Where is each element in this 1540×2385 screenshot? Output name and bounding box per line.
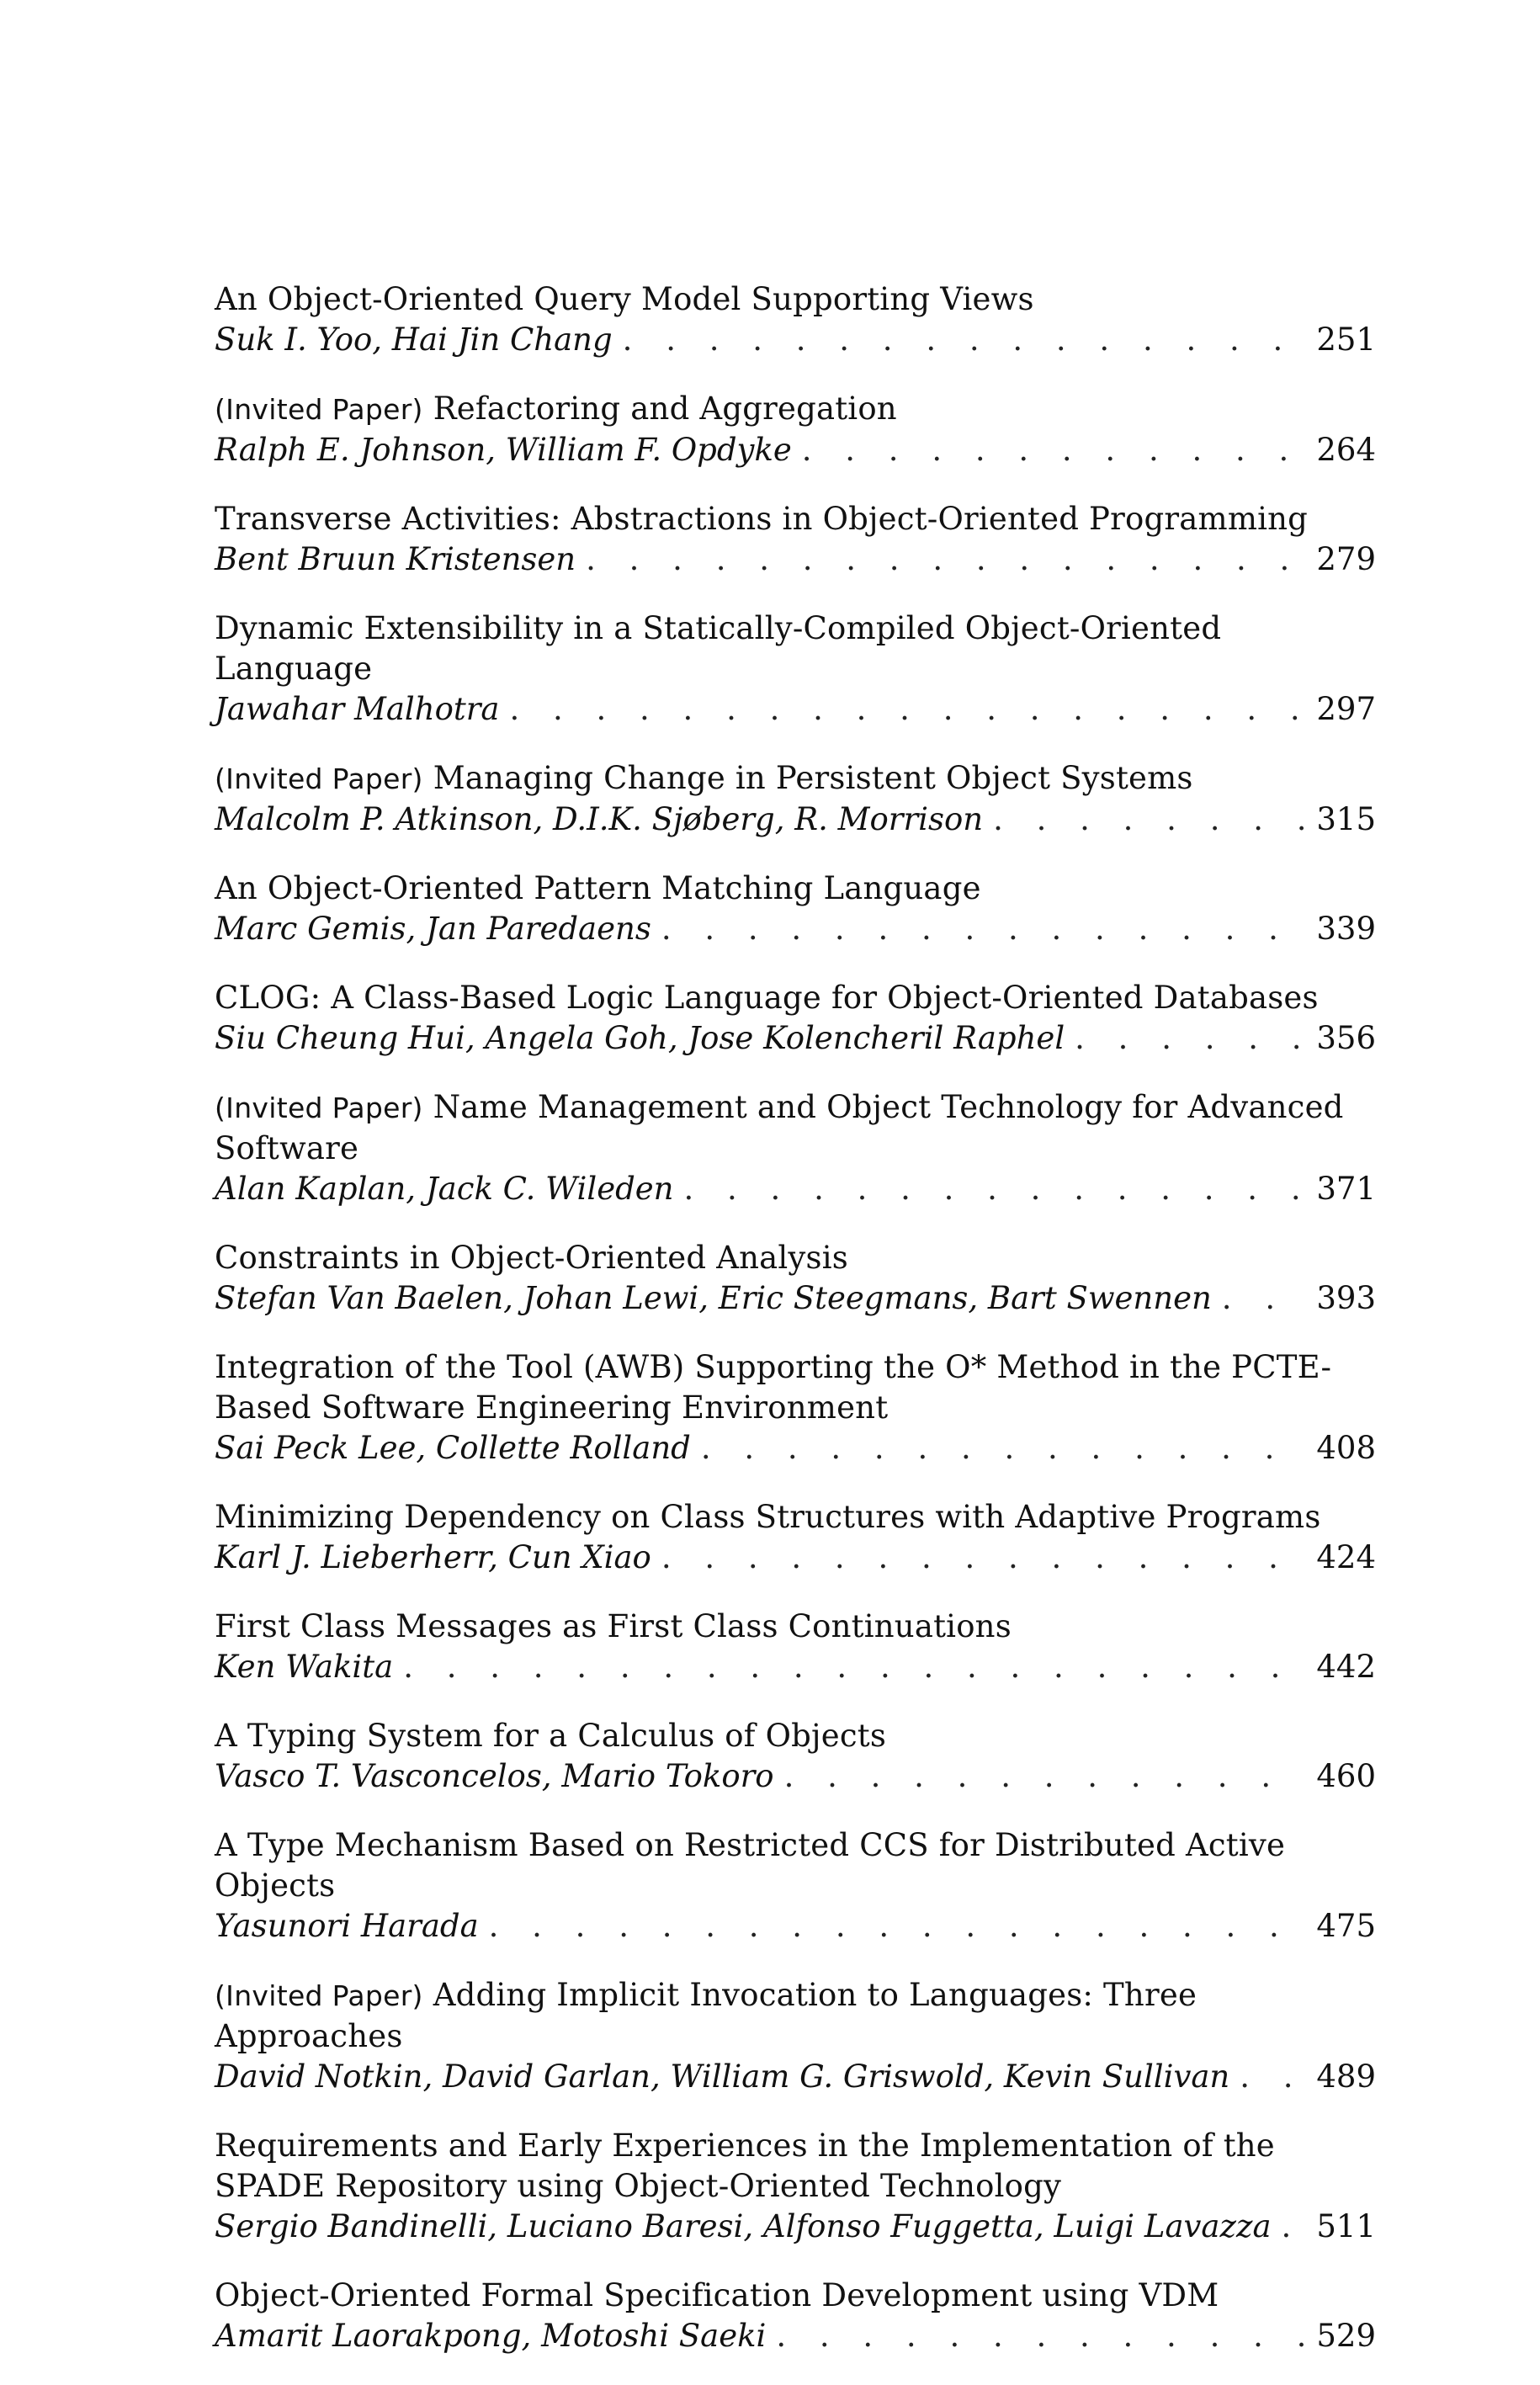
table-of-contents — [215, 279, 1376, 2385]
entry-title: Requirements and Early Experiences in the Implementation of the SPADE Repository using Object-Oriented Technology — [215, 2127, 1275, 2204]
entry-authors: Yasunori Harada — [215, 1908, 479, 1944]
toc-entry — [215, 1607, 1376, 1687]
entry-page-number: 511 — [1316, 2208, 1376, 2244]
dot-leader — [1075, 1018, 1304, 1059]
entry-author-line — [215, 2057, 1376, 2097]
entry-author-line — [215, 2207, 1376, 2247]
dot-leader — [623, 320, 1305, 360]
entry-author-line — [215, 909, 1376, 949]
entry-author-line — [215, 1428, 1376, 1469]
entry-page-number: 393 — [1316, 1280, 1376, 1316]
entry-page-number: 371 — [1316, 1171, 1376, 1207]
dot-leader — [1240, 2057, 1304, 2097]
entry-authors: Karl J. Lieberherr, Cun Xiao — [215, 1539, 651, 1575]
entry-authors: Ralph E. Johnson, William F. Opdyke — [215, 432, 792, 468]
entry-title: CLOG: A Class-Based Logic Language for Object-Oriented Databases — [215, 980, 1319, 1016]
toc-entry — [215, 279, 1376, 360]
toc-entry — [215, 978, 1376, 1059]
toc-entry — [215, 758, 1376, 840]
entry-authors: Bent Bruun Kristensen — [215, 541, 576, 577]
dot-leader — [993, 799, 1304, 840]
entry-authors: Suk I. Yoo, Hai Jin Chang — [215, 321, 613, 358]
entry-title: Minimizing Dependency on Class Structures with Adaptive Programs — [215, 1499, 1321, 1535]
entry-title: (Invited Paper) Managing Change in Persistent Object Systems — [215, 760, 1193, 796]
entry-page-number: 475 — [1316, 1908, 1376, 1944]
entry-page-number: 529 — [1316, 2318, 1376, 2354]
entry-author-line — [215, 1278, 1376, 1319]
entry-page-number: 339 — [1316, 911, 1376, 947]
entry-title: (Invited Paper) Adding Implicit Invocation to Languages: Three Approaches — [215, 1977, 1197, 2054]
dot-leader — [489, 1906, 1305, 1947]
toc-entry — [215, 868, 1376, 949]
toc-entry — [215, 1347, 1376, 1469]
toc-entry — [215, 1716, 1376, 1797]
entry-authors: Marc Gemis, Jan Paredaens — [215, 911, 651, 947]
entry-author-line — [215, 1538, 1376, 1578]
entry-author-line — [215, 430, 1376, 470]
entry-author-line — [215, 689, 1376, 730]
invited-paper-label: (Invited Paper) — [215, 1979, 423, 2012]
dot-leader — [784, 1756, 1305, 1797]
entry-author-line — [215, 320, 1376, 360]
entry-page-number: 408 — [1316, 1430, 1376, 1466]
entry-title: An Object-Oriented Pattern Matching Language — [215, 870, 981, 906]
entry-title: (Invited Paper) Name Management and Object Technology for Advanced Software — [215, 1089, 1344, 1166]
dot-leader — [509, 689, 1304, 730]
toc-entry — [215, 2276, 1376, 2356]
dot-leader — [684, 1169, 1305, 1209]
dot-leader — [403, 1647, 1304, 1687]
toc-entry — [215, 389, 1376, 470]
entry-page-number: 442 — [1316, 1649, 1376, 1685]
dot-leader — [776, 2316, 1304, 2356]
dot-leader — [586, 539, 1304, 580]
toc-entry — [215, 1497, 1376, 1578]
toc-entry — [215, 2126, 1376, 2247]
toc-entry — [215, 608, 1376, 730]
dot-leader — [661, 1538, 1305, 1578]
entry-page-number: 356 — [1316, 1020, 1376, 1056]
entry-page-number: 279 — [1316, 541, 1376, 577]
entry-title: A Type Mechanism Based on Restricted CCS for Distributed Active Objects — [215, 1827, 1286, 1904]
entry-authors: David Notkin, David Garlan, William G. Griswold, Kevin Sullivan — [215, 2058, 1230, 2095]
invited-paper-label: (Invited Paper) — [215, 393, 423, 426]
dot-leader — [1282, 2207, 1305, 2247]
entry-title: Object-Oriented Formal Specification Development using VDM — [215, 2277, 1219, 2313]
entry-authors: Siu Cheung Hui, Angela Goh, Jose Kolencheril Raphel — [215, 1020, 1065, 1056]
dot-leader — [802, 430, 1305, 470]
toc-entry — [215, 1238, 1376, 1319]
entry-authors: Amarit Laorakpong, Motoshi Saeki — [215, 2318, 767, 2354]
entry-page-number: 264 — [1316, 432, 1376, 468]
entry-title: A Typing System for a Calculus of Objects — [215, 1718, 887, 1754]
entry-page-number: 315 — [1316, 801, 1376, 837]
toc-entry — [215, 499, 1376, 580]
entry-title: (Invited Paper) Refactoring and Aggregation — [215, 390, 897, 427]
entry-page-number: 424 — [1316, 1539, 1376, 1575]
dot-leader — [1222, 1278, 1305, 1319]
dot-leader — [701, 1428, 1305, 1469]
entry-page-number: 297 — [1316, 691, 1376, 727]
entry-author-line — [215, 1756, 1376, 1797]
toc-entry — [215, 1087, 1376, 1209]
entry-title: First Class Messages as First Class Continuations — [215, 1608, 1012, 1644]
entry-authors: Jawahar Malhotra — [215, 691, 500, 727]
entry-title: An Object-Oriented Query Model Supporting Views — [215, 281, 1034, 317]
entry-authors: Stefan Van Baelen, Johan Lewi, Eric Steegmans, Bart Swennen — [215, 1280, 1212, 1316]
toc-entry — [215, 1825, 1376, 1947]
entry-authors: Vasco T. Vasconcelos, Mario Tokoro — [215, 1758, 774, 1794]
entry-authors: Sergio Bandinelli, Luciano Baresi, Alfonso Fuggetta, Luigi Lavazza — [215, 2208, 1272, 2244]
entry-author-line — [215, 799, 1376, 840]
toc-entry — [215, 1975, 1376, 2097]
entry-author-line — [215, 1169, 1376, 1209]
entry-author-line — [215, 539, 1376, 580]
entry-author-line — [215, 1906, 1376, 1947]
entry-authors: Sai Peck Lee, Collette Rolland — [215, 1430, 691, 1466]
entry-author-line — [215, 2316, 1376, 2356]
dot-leader — [661, 909, 1305, 949]
entry-author-line — [215, 1647, 1376, 1687]
entry-title: Constraints in Object-Oriented Analysis — [215, 1240, 848, 1276]
entry-page-number: 460 — [1316, 1758, 1376, 1794]
entry-authors: Ken Wakita — [215, 1649, 394, 1685]
entry-author-line — [215, 1018, 1376, 1059]
entry-page-number: 251 — [1316, 321, 1376, 358]
invited-paper-label: (Invited Paper) — [215, 1092, 423, 1124]
entry-page-number: 489 — [1316, 2058, 1376, 2095]
invited-paper-label: (Invited Paper) — [215, 762, 423, 795]
entry-authors: Malcolm P. Atkinson, D.I.K. Sjøberg, R. Morrison — [215, 801, 984, 837]
entry-title: Dynamic Extensibility in a Statically-Compiled Object-Oriented Language — [215, 610, 1222, 687]
entry-title: Transverse Activities: Abstractions in Object-Oriented Programming — [215, 501, 1309, 537]
entry-authors: Alan Kaplan, Jack C. Wileden — [215, 1171, 674, 1207]
entry-title: Integration of the Tool (AWB) Supporting the O* Method in the PCTE-Based Software Engineering Environment — [215, 1349, 1332, 1426]
